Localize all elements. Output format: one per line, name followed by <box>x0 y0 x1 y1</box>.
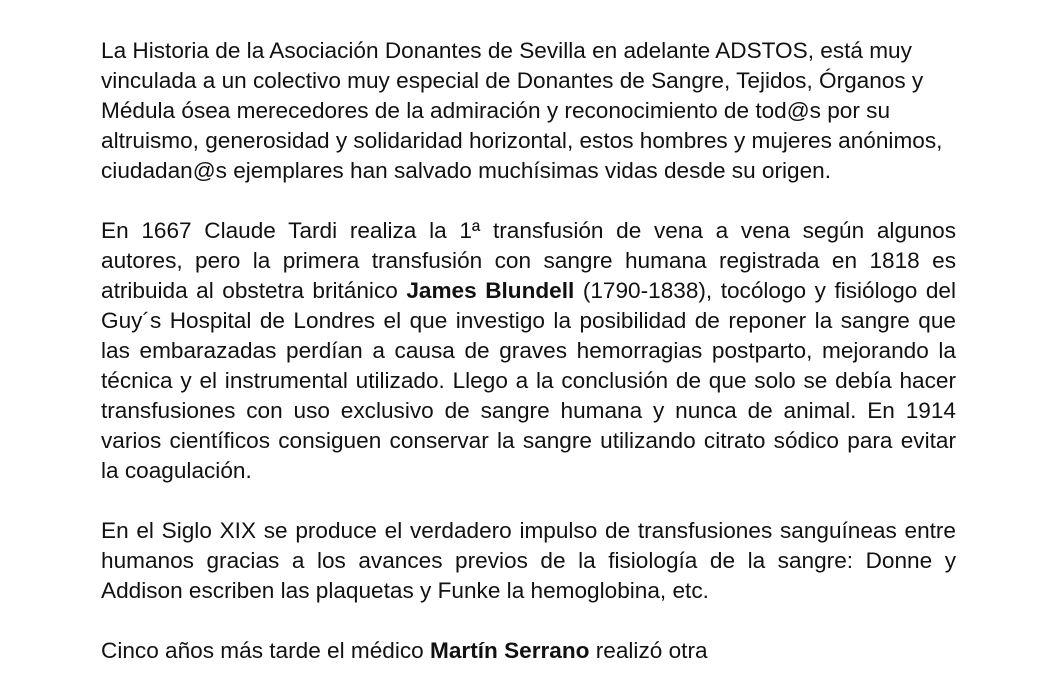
paragraph-history-adstos: La Historia de la Asociación Donantes de Sevilla en adelante ADSTOS, está muy vinculada a un colectivo muy especial de Donantes de Sangre, Tejidos, Órganos y Médula ósea merecedores de la admiración y reconocimiento de tod@s por su altruismo, generosidad y solidaridad horizontal, estos hombres y mujeres anónimos, ciudadan@s ejemplares han salvado muchísimas vidas desde su origen. <box>101 38 943 183</box>
paragraph-text-start: Cinco años más tarde el médico <box>101 638 431 663</box>
paragraph-siglo-xix: En el Siglo XIX se produce el verdadero impulso de transfusiones sanguíneas entre humanos gracias a los avances previos de la fisiología de la sangre: Donne y Addison escriben las plaquetas y Funke la hemoglobina, etc. <box>101 518 956 603</box>
person-name-james-blundell: James Blundell <box>406 278 575 303</box>
paragraph-transfusion-history <box>101 216 956 486</box>
paragraph-partial-cut <box>101 636 956 666</box>
paragraph-text-start: En 1667 Claude Tardi realiza la 1ª transfusión de vena a vena según algunos autores, pero la primera transfusión con sangre humana registrada en 1818 es atribuida al obstetra británico <box>101 218 956 303</box>
paragraph-text-end: realizó otra <box>589 638 708 663</box>
paragraph-text-end: (1790-1838), tocólogo y fisiólogo del Guy´s Hospital de Londres el que investigo la posibilidad de reponer la sangre que las embarazadas perdían a causa de graves hemorragias postparto, mejorando la técnica y el instrumental utilizado. Llego a la conclusión de que solo se debía hacer transfusiones con uso exclusivo de sangre humana y nunca de animal. En 1914 varios científicos consiguen conservar la sangre utilizando citrato sódico para evitar la coagulación. <box>101 278 956 483</box>
document-page <box>101 36 956 696</box>
person-name-bold: Martín Serrano <box>430 638 590 663</box>
